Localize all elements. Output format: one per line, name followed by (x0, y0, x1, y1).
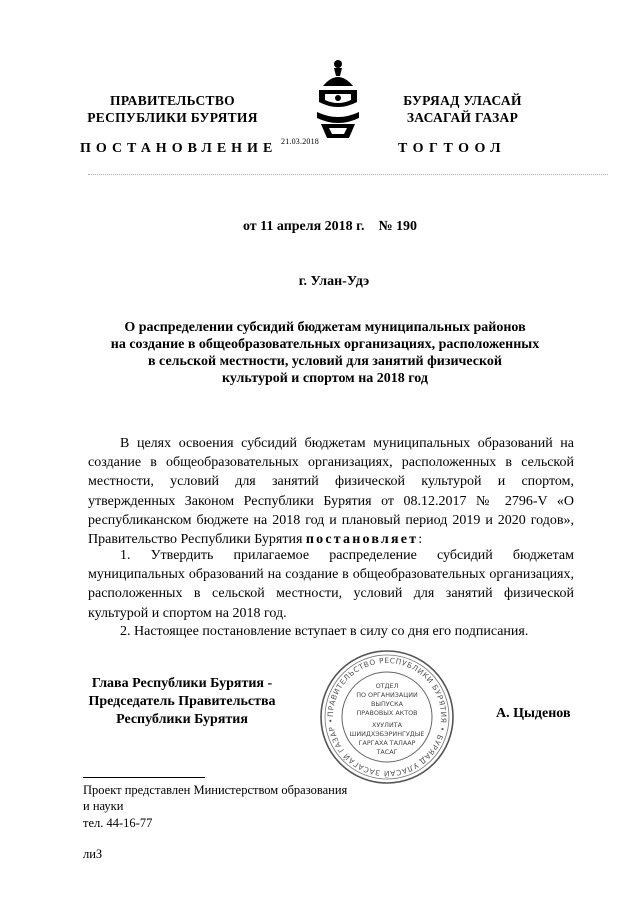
footer-submitted-by-cont: и науки (83, 799, 124, 813)
registration-date-stamp: 21.03.2018 (281, 137, 319, 146)
seal-line3: ВЫПУСКА (370, 700, 404, 708)
seal-line6: ШИИДХЭБЭРИНГУДЫЕ (349, 730, 425, 738)
preamble-colon: : (418, 532, 423, 548)
seal-line1: ОТДЕЛ (375, 682, 399, 690)
clause-1-paragraph (88, 546, 574, 623)
signatory-title-line2: Председатель Правительства (88, 694, 276, 709)
date-number-line: от 11 апреля 2018 г. № 190 (242, 219, 418, 234)
official-seal-stamp (318, 648, 456, 786)
footer-divider (83, 777, 205, 778)
seal-line7: ГАРГАХА ТАЛААР (358, 739, 416, 747)
government-name-bua-line1: БУРЯАД УЛАСАЙ (403, 93, 522, 108)
seal-ring-text: ПРАВИТЕЛЬСТВО РЕСПУБЛИКИ БУРЯТИЯ • БУРЯАД УЛАСАЙ ЗАСАГАЙ ГАЗАР • (325, 655, 449, 779)
preamble-paragraph (88, 434, 574, 549)
document-title (80, 319, 570, 387)
government-name-ru-line2: РЕСПУБЛИКИ БУРЯТИЯ (87, 110, 258, 125)
seal-line8: ТАСАГ (376, 748, 398, 756)
government-name-ru (60, 92, 285, 126)
seal-line4: ПРАВОВЫХ АКТОВ (356, 709, 418, 717)
clause-2-text: 2. Настоящее постановление вступает в силу со дня его подписания. (120, 624, 529, 639)
document-title-line4: культурой и спортом на 2018 год (222, 371, 428, 386)
signatory-title (62, 675, 302, 729)
city-line: г. Улан-Удэ (298, 274, 370, 289)
clause-2-paragraph (88, 622, 574, 641)
government-name-bua-line2: ЗАСАГАЙ ГАЗАР (406, 110, 519, 125)
clause-1-text: 1. Утвердить прилагаемое распределение субсидий бюджетам муниципальных образований на создание в общеобразовательных организациях, расположенных в сельской местности, условий для занятий физической культурой и спортом на 2018 год. (88, 548, 574, 621)
document-title-line2: на создание в общеобразовательных организациях, расположенных (110, 337, 540, 352)
preamble-text: В целях освоения субсидий бюджетам муниципальных образований на создание в общеобразовательных организациях, расположенных в сельской местности, условий для занятий физической культурой и спортом, утвержденных Законом Республики Бурятия от 08.12.2017 № 2796-V «О республиканском бюджете на 2018 год и плановый период 2019 и 2020 годов», Правительство Республики Бурятия (88, 436, 574, 548)
document-title-line1: О распределении субсидий бюджетам муниципальных районов (124, 320, 526, 335)
header-divider (88, 174, 608, 175)
signatory-title-line1: Глава Республики Бурятия - (91, 676, 273, 691)
footer-phone: тел. 44-16-77 (83, 816, 153, 830)
signatory-name: А. Цыденов (496, 706, 571, 721)
footer-submitted-by: Проект представлен Министерством образования (83, 783, 348, 797)
resolves-keyword: постановляет (305, 532, 419, 548)
document-title-line3: в сельской местности, условий для занятий физической (148, 354, 502, 369)
doc-type-ru: ПОСТАНОВЛЕНИЕ (80, 141, 278, 156)
signatory-title-line3: Республики Бурятия (116, 712, 248, 727)
government-name-ru-line1: ПРАВИТЕЛЬСТВО (110, 93, 235, 108)
government-name-bua (385, 92, 540, 126)
doc-type-bua: ТОГТООЛ (398, 141, 507, 156)
seal-line2: ПО ОРГАНИЗАЦИИ (356, 691, 418, 699)
seal-line5: ХУУЛИТА (371, 721, 403, 729)
svg-text:ПРАВИТЕЛЬСТВО РЕСПУБЛИКИ БУРЯТ (326, 656, 448, 778)
footer-initials: лиЗ (83, 847, 103, 861)
coat-of-arms-icon (313, 54, 363, 144)
